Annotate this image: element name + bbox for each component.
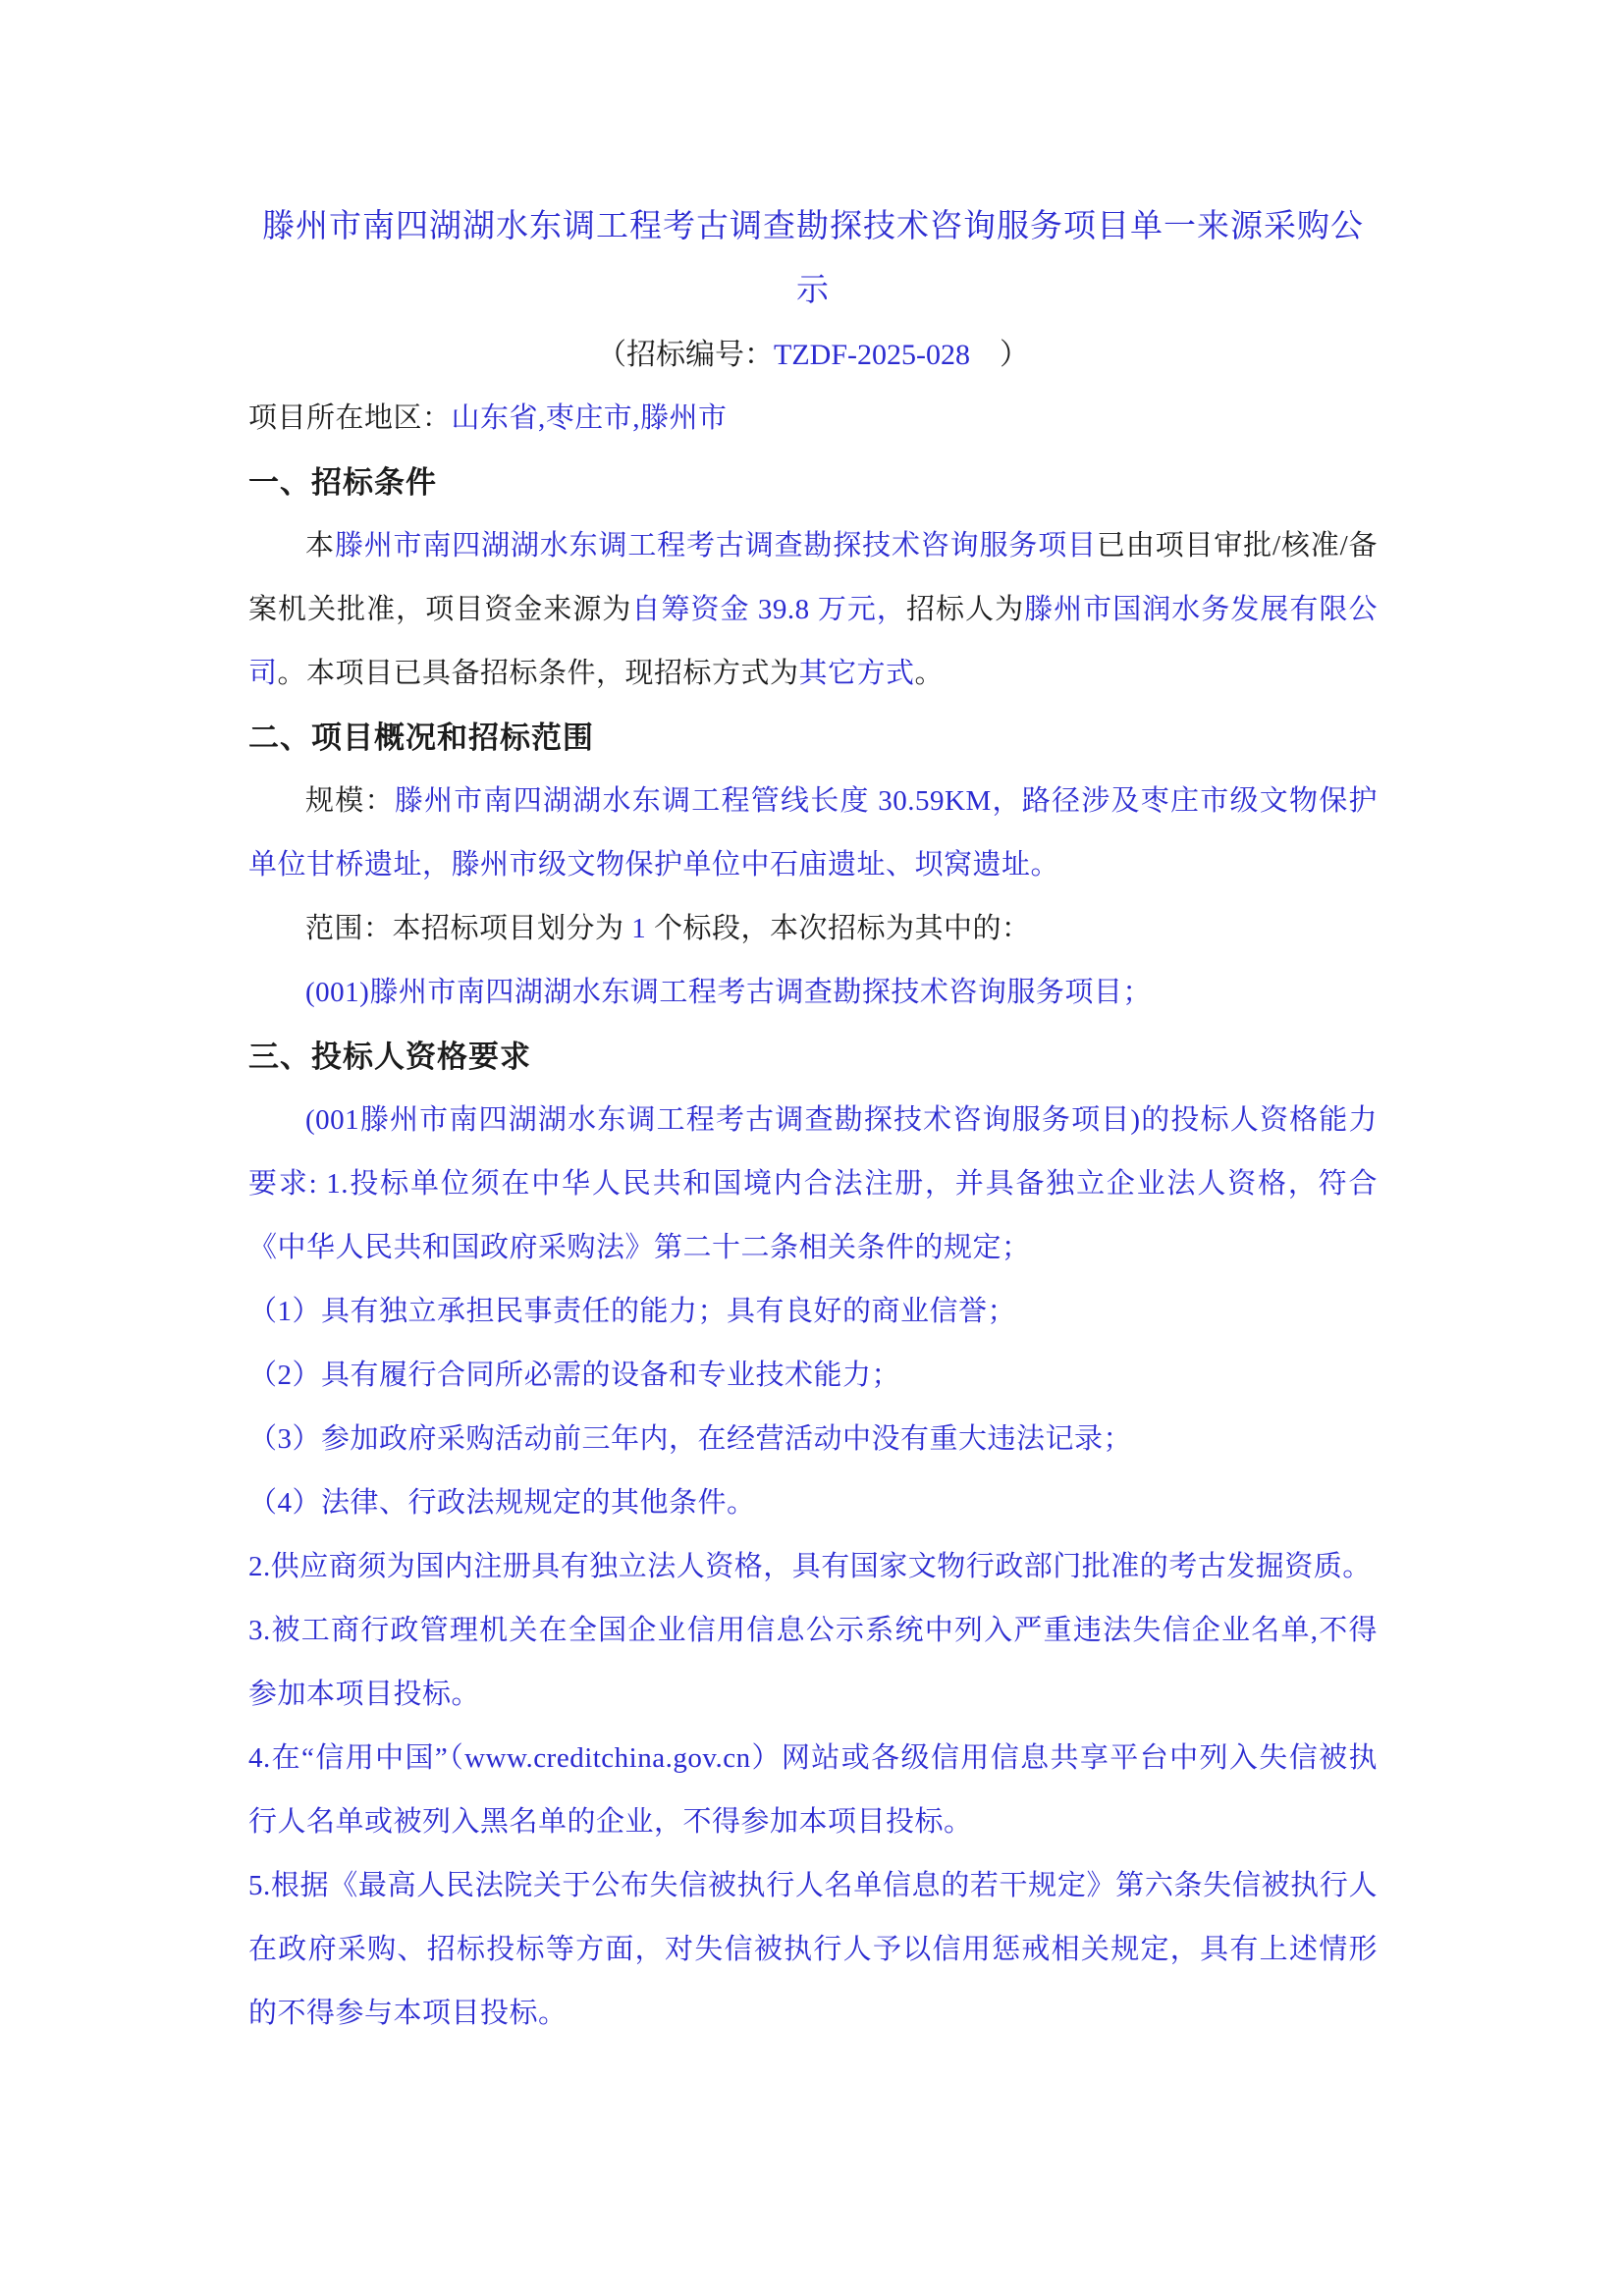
qualification-item: 4.在“信用中国”（www.creditchina.gov.cn）网站或各级信用信息共享平台中列入失信被执行人名单或被列入黑名单的企业，不得参加本项目投标。	[248, 1742, 1378, 1838]
tenderee-name-value: 滕州市国润水务发展有限公司	[248, 594, 1378, 689]
tender-method-value: 其它方式	[798, 658, 915, 689]
scope-paragraph	[248, 897, 1378, 961]
text-run: 范围：本招标项目划分为	[305, 913, 632, 944]
project-location-line	[248, 387, 1378, 451]
text-run: 个标段，本次招标为其中的：	[646, 913, 1031, 944]
text-run: 。本项目已具备招标条件，现招标方式为	[277, 658, 799, 689]
lot-001-line: (001)滕州市南四湖湖水东调工程考古调查勘探技术咨询服务项目；	[305, 977, 1152, 1008]
qualification-item: 5.根据《最高人民法院关于公布失信被执行人名单信息的若干规定》第六条失信被执行人在政府采购、招标投标等方面，对失信被执行人予以信用惩戒相关规定，具有上述情形的不得参与本项目投标。	[248, 1870, 1378, 2029]
qualification-item: 3.被工商行政管理机关在全国企业信用信息公示系统中列入严重违法失信企业名单,不得参加本项目投标。	[248, 1615, 1378, 1710]
text-run: 本	[305, 530, 335, 561]
tender-number-close: ）	[969, 339, 1029, 371]
qualification-item: （2）具有履行合同所必需的设备和专业技术能力；	[248, 1360, 901, 1391]
lot-count-value: 1	[631, 913, 647, 944]
qualification-item: 2.供应商须为国内注册具有独立法人资格，具有国家文物行政部门批准的考古发掘资质。	[248, 1551, 1372, 1582]
section-heading-bidder-qualifications: 三、投标人资格要求	[248, 1040, 531, 1074]
text-run: 招标人为	[905, 594, 1025, 625]
project-location-label: 项目所在地区：	[248, 402, 452, 434]
funding-source-value: 自筹资金 39.8 万元，	[631, 594, 906, 625]
project-name-link: 滕州市南四湖湖水东调工程考古调查勘探技术咨询服务项目	[334, 530, 1097, 561]
qualification-item: （1）具有独立承担民事责任的能力；具有良好的商业信誉；	[248, 1296, 1017, 1327]
scale-paragraph	[248, 770, 1378, 897]
scale-label: 规模：	[305, 785, 395, 817]
tender-conditions-paragraph	[248, 514, 1378, 706]
qualification-item: （3）参加政府采购活动前三年内，在经营活动中没有重大违法记录；	[248, 1423, 1133, 1455]
tender-number-line	[248, 323, 1378, 387]
project-location-value: 山东省,枣庄市,滕州市	[451, 402, 728, 434]
text-run: 已由项目审批/核准/备案机关批准，项目资金来源为	[248, 530, 1378, 625]
qualification-intro-paragraph: (001滕州市南四湖湖水东调工程考古调查勘探技术咨询服务项目)的投标人资格能力要求: 1.投标单位须在中华人民共和国境内合法注册，并具备独立企业法人资格，符合《中华人民共和国政府采购法》第二十二条相关条件的规定；	[248, 1104, 1378, 1263]
text-run: 。	[914, 658, 945, 689]
tender-number-code: TZDF-2025-028	[774, 339, 970, 371]
tender-number-open: （招标编号：	[597, 339, 774, 371]
qualification-item: （4）法律、行政法规规定的其他条件。	[248, 1487, 756, 1519]
section-heading-project-overview: 二、项目概况和招标范围	[248, 721, 594, 755]
section-heading-tender-conditions: 一、招标条件	[248, 465, 437, 500]
scale-value: 滕州市南四湖湖水东调工程管线长度 30.59KM，路径涉及枣庄市级文物保护单位甘桥遗址，滕州市级文物保护单位中石庙遗址、坝窝遗址。	[248, 785, 1378, 881]
document-title: 滕州市南四湖湖水东调工程考古调查勘探技术咨询服务项目单一来源采购公示	[262, 209, 1364, 308]
